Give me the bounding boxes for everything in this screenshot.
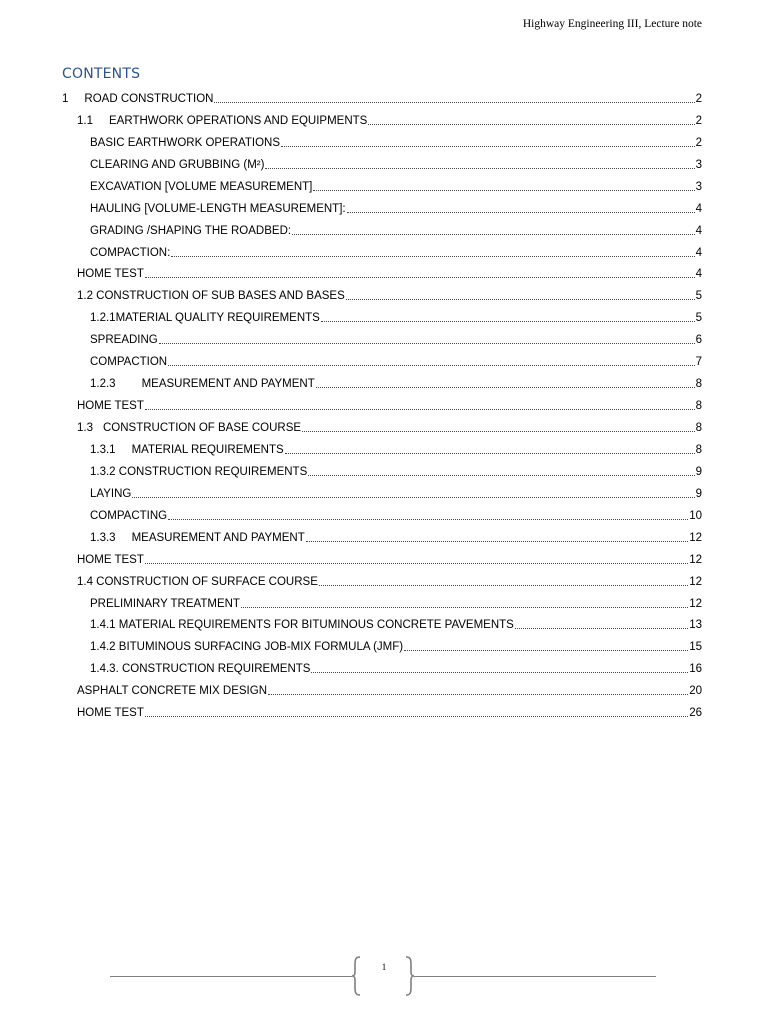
- toc-entry-label: 1.3.2 CONSTRUCTION REQUIREMENTS: [90, 465, 308, 478]
- toc-entry-compaction[interactable]: [62, 238, 702, 260]
- toc-entry-label: PRELIMINARY TREATMENT: [90, 597, 240, 610]
- dot-leader: [346, 299, 695, 300]
- dot-leader: [292, 234, 695, 235]
- toc-entry-page: 2: [695, 136, 702, 149]
- toc-entry-label: BASIC EARTHWORK OPERATIONS: [90, 136, 280, 149]
- toc-entry-page: 8: [695, 422, 702, 434]
- toc-entry-page: 5: [695, 312, 702, 325]
- toc-entry-spreading[interactable]: [62, 325, 702, 347]
- toc-entry-material-quality[interactable]: [62, 303, 702, 325]
- toc-entry-compaction[interactable]: [62, 347, 702, 369]
- toc-entry-page: 3: [695, 180, 702, 193]
- toc-entry-page: 20: [689, 685, 702, 698]
- toc-entry-construction-requirements[interactable]: [62, 654, 702, 676]
- toc-entry-clearing-grubbing[interactable]: [62, 150, 702, 172]
- toc-entry-page: 12: [689, 575, 702, 588]
- toc-entry-page: 8: [695, 443, 702, 456]
- dot-leader: [145, 716, 688, 717]
- toc-entry-label: 1.2 CONSTRUCTION OF SUB BASES AND BASES: [77, 290, 345, 303]
- toc-entry-label: GRADING /SHAPING THE ROADBED:: [90, 224, 292, 237]
- toc-entry-page: 15: [689, 641, 702, 654]
- toc-entry-page: 3: [695, 158, 702, 171]
- toc-entry-label: COMPACTION: [90, 356, 168, 369]
- dot-leader: [281, 146, 695, 147]
- table-of-contents: [62, 84, 702, 720]
- toc-entry-page: 4: [695, 202, 702, 215]
- page-footer: [110, 956, 656, 1000]
- left-brace-icon: [351, 956, 361, 996]
- toc-entry-excavation[interactable]: [62, 172, 702, 194]
- dot-leader: [285, 453, 695, 454]
- dot-leader: [368, 124, 694, 125]
- toc-entry-number: 1.3.1: [90, 443, 116, 456]
- dot-leader: [302, 431, 695, 432]
- toc-entry-label: HOME TEST: [77, 553, 144, 566]
- toc-entry-number: 1.3.3: [90, 531, 116, 544]
- dot-leader: [306, 541, 688, 542]
- dot-leader: [241, 607, 688, 608]
- toc-entry-page: 9: [695, 487, 702, 500]
- toc-entry-page: 10: [689, 509, 702, 522]
- dot-leader: [319, 585, 688, 586]
- toc-entry-label: ASPHALT CONCRETE MIX DESIGN: [77, 685, 267, 698]
- toc-entry-number: 1.1: [77, 114, 93, 127]
- toc-entry-asphalt-mix-design[interactable]: [62, 676, 702, 698]
- toc-entry-bituminous-material[interactable]: [62, 611, 702, 633]
- toc-entry-preliminary-treatment[interactable]: [62, 589, 702, 611]
- toc-entry-page: 13: [689, 619, 702, 632]
- toc-entry-grading[interactable]: [62, 216, 702, 238]
- toc-entry-page: 4: [695, 224, 702, 237]
- footer-rule-right: [414, 976, 656, 977]
- toc-entry-page: 6: [695, 334, 702, 347]
- dot-leader: [145, 563, 688, 564]
- toc-heading: CONTENTS: [62, 66, 141, 82]
- dot-leader: [404, 650, 688, 651]
- toc-entry-road-construction[interactable]: [62, 84, 702, 106]
- toc-entry-home-test[interactable]: [62, 698, 702, 720]
- toc-entry-construction-requirements[interactable]: [62, 457, 702, 479]
- toc-entry-sub-bases-and-bases[interactable]: [62, 281, 702, 303]
- toc-entry-label: 1.4.2 BITUMINOUS SURFACING JOB-MIX FORMULA (JMF): [90, 641, 404, 654]
- toc-entry-page: 8: [695, 400, 702, 413]
- toc-entry-page: 12: [689, 597, 702, 610]
- dot-leader: [159, 343, 695, 344]
- toc-entry-basic-earthwork[interactable]: [62, 128, 702, 150]
- toc-entry-label: 1.4.1 MATERIAL REQUIREMENTS FOR BITUMINOUS CONCRETE PAVEMENTS: [90, 619, 514, 632]
- dot-leader: [145, 409, 695, 410]
- toc-entry-label: HOME TEST: [77, 707, 144, 720]
- dot-leader: [145, 277, 695, 278]
- dot-leader: [268, 694, 688, 695]
- toc-entry-page: 7: [695, 356, 702, 369]
- toc-entry-label: 1.3.3 MEASUREMENT AND PAYMENT: [90, 531, 305, 544]
- toc-entry-earthwork-operations[interactable]: [62, 106, 702, 128]
- toc-entry-label: COMPACTING: [90, 509, 168, 522]
- toc-entry-label: 1.3.1 MATERIAL REQUIREMENTS: [90, 443, 284, 456]
- toc-entry-page: 4: [695, 268, 702, 281]
- toc-entry-number: 1.3: [77, 422, 93, 434]
- toc-entry-label: SPREADING: [90, 334, 158, 347]
- toc-entry-page: 12: [689, 531, 702, 544]
- dot-leader: [308, 475, 694, 476]
- dot-leader: [347, 212, 695, 213]
- toc-entry-page: 2: [695, 92, 702, 105]
- toc-entry-label: LAYING: [90, 487, 132, 500]
- dot-leader: [171, 256, 694, 257]
- toc-entry-number: 1.2.3: [90, 378, 116, 391]
- toc-entry-label: 1 ROAD CONSTRUCTION: [62, 92, 214, 105]
- toc-entry-measurement-payment[interactable]: [62, 369, 702, 391]
- toc-entry-page: 4: [695, 246, 702, 259]
- toc-entry-label: 1.1 EARTHWORK OPERATIONS AND EQUIPMENTS: [77, 114, 368, 127]
- toc-entry-label: 1.2.1MATERIAL QUALITY REQUIREMENTS: [90, 312, 320, 325]
- toc-entry-label: 1.4 CONSTRUCTION OF SURFACE COURSE: [77, 575, 318, 588]
- toc-entry-home-test[interactable]: [62, 260, 702, 282]
- toc-entry-page: 2: [695, 114, 702, 127]
- toc-entry-label: HOME TEST: [77, 400, 144, 413]
- toc-entry-measurement-payment[interactable]: [62, 523, 702, 545]
- toc-entry-label: CLEARING AND GRUBBING (M²): [90, 158, 265, 171]
- toc-entry-label: HOME TEST: [77, 268, 144, 281]
- toc-entry-label: 1.3 CONSTRUCTION OF BASE COURSE: [77, 422, 302, 434]
- toc-entry-label: EXCAVATION [VOLUME MEASUREMENT]: [90, 180, 313, 193]
- toc-entry-material-requirements[interactable]: [62, 435, 702, 457]
- dot-leader: [316, 387, 695, 388]
- dot-leader: [132, 497, 694, 498]
- toc-entry-label: COMPACTION:: [90, 246, 171, 259]
- toc-entry-home-test[interactable]: [62, 391, 702, 413]
- toc-entry-page: 16: [689, 663, 702, 676]
- toc-entry-home-test[interactable]: [62, 545, 702, 567]
- toc-entry-number: 1: [62, 92, 69, 105]
- toc-entry-page: 8: [695, 378, 702, 391]
- toc-entry-page: 12: [689, 553, 702, 566]
- dot-leader: [321, 321, 695, 322]
- toc-entry-job-mix-formula[interactable]: [62, 632, 702, 654]
- dot-leader: [311, 672, 688, 673]
- toc-entry-label: HAULING [VOLUME-LENGTH MEASUREMENT]:: [90, 202, 346, 215]
- dot-leader: [265, 168, 694, 169]
- footer-rule-left: [110, 976, 352, 977]
- toc-entry-base-course[interactable]: [62, 413, 702, 435]
- toc-entry-label: 1.2.3 MEASUREMENT AND PAYMENT: [90, 378, 315, 391]
- toc-entry-hauling[interactable]: [62, 194, 702, 216]
- toc-entry-laying[interactable]: [62, 479, 702, 501]
- dot-leader: [168, 365, 695, 366]
- running-header: Highway Engineering III, Lecture note: [522, 18, 702, 30]
- toc-entry-page: 9: [695, 465, 702, 478]
- toc-entry-compacting[interactable]: [62, 501, 702, 523]
- dot-leader: [515, 628, 688, 629]
- toc-entry-surface-course[interactable]: [62, 567, 702, 589]
- dot-leader: [214, 102, 694, 103]
- page-number: 1: [381, 962, 387, 972]
- dot-leader: [168, 519, 688, 520]
- toc-entry-page: 26: [689, 707, 702, 720]
- toc-entry-page: 5: [695, 290, 702, 303]
- toc-entry-label: 1.4.3. CONSTRUCTION REQUIREMENTS: [90, 663, 311, 676]
- dot-leader: [313, 190, 694, 191]
